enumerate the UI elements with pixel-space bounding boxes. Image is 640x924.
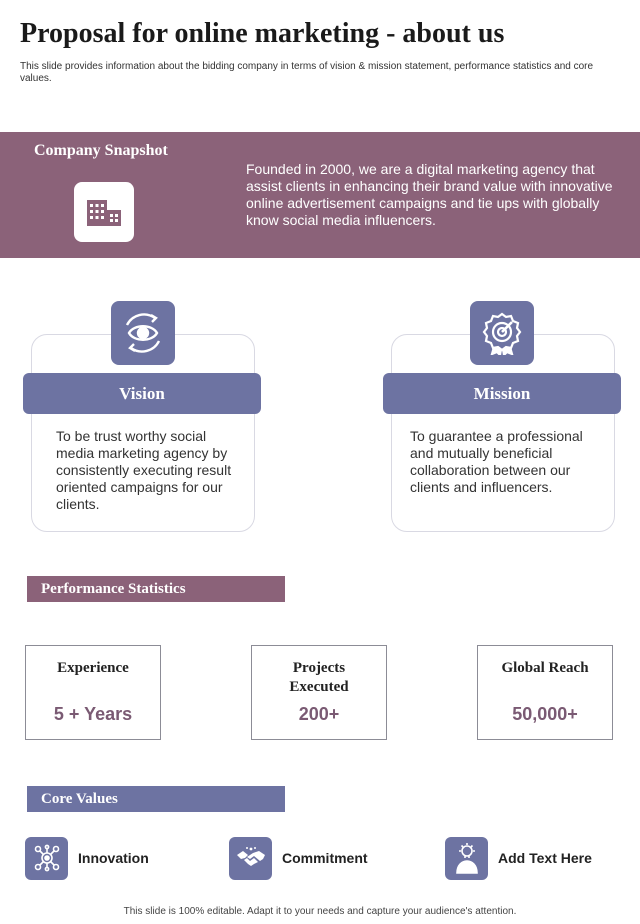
stat-label: Experience [57, 660, 129, 676]
company-snapshot-heading: Company Snapshot [34, 142, 168, 159]
mission-text: To guarantee a professional and mutually beneficial collaboration between our clients and influencers. [410, 428, 583, 495]
handshake-icon [229, 837, 272, 880]
innovation-network-icon [25, 837, 68, 880]
core-value-add-text [445, 836, 592, 880]
stat-value: 5 + Years [53, 704, 133, 724]
office-buildings-icon [74, 182, 134, 242]
stat-label: Projects Executed [289, 660, 349, 695]
footer-note: This slide is 100% editable. Adapt it to your needs and capture your audience's attention. [123, 906, 517, 917]
person-idea-icon [445, 837, 488, 880]
stat-value: 50,000+ [512, 704, 578, 724]
core-value-label: Innovation [78, 850, 149, 866]
stat-value: 200+ [298, 704, 340, 724]
target-award-icon [470, 301, 534, 365]
performance-statistics-heading: Performance Statistics [27, 576, 285, 602]
core-value-label: Commitment [282, 850, 368, 866]
stat-box-projects [251, 645, 387, 740]
stat-box-global-reach [477, 645, 613, 740]
company-snapshot-panel [0, 132, 640, 258]
vision-text: To be trust worthy social media marketing agency by consistently executing result oriented campaigns for our clients. [56, 428, 232, 512]
core-value-innovation [25, 836, 149, 880]
stat-label: Global Reach [501, 660, 589, 676]
eye-cycle-icon [111, 301, 175, 365]
stat-box-experience [25, 645, 161, 740]
core-values-heading: Core Values [27, 786, 285, 812]
company-snapshot-description: Founded in 2000, we are a digital marketing agency that assist clients in enhancing their brand value with innovative online advertisement campaigns and tie ups with globally know social media influencers. [246, 161, 613, 228]
page-title: Proposal for online marketing - about us [20, 18, 505, 49]
vision-heading: Vision [23, 373, 261, 414]
page-subtitle: This slide provides information about the bidding company in terms of vision & mission statement, performance statistics and core values. [20, 61, 594, 84]
core-value-label: Add Text Here [498, 850, 592, 866]
core-value-commitment [229, 836, 368, 880]
mission-heading: Mission [383, 373, 621, 414]
